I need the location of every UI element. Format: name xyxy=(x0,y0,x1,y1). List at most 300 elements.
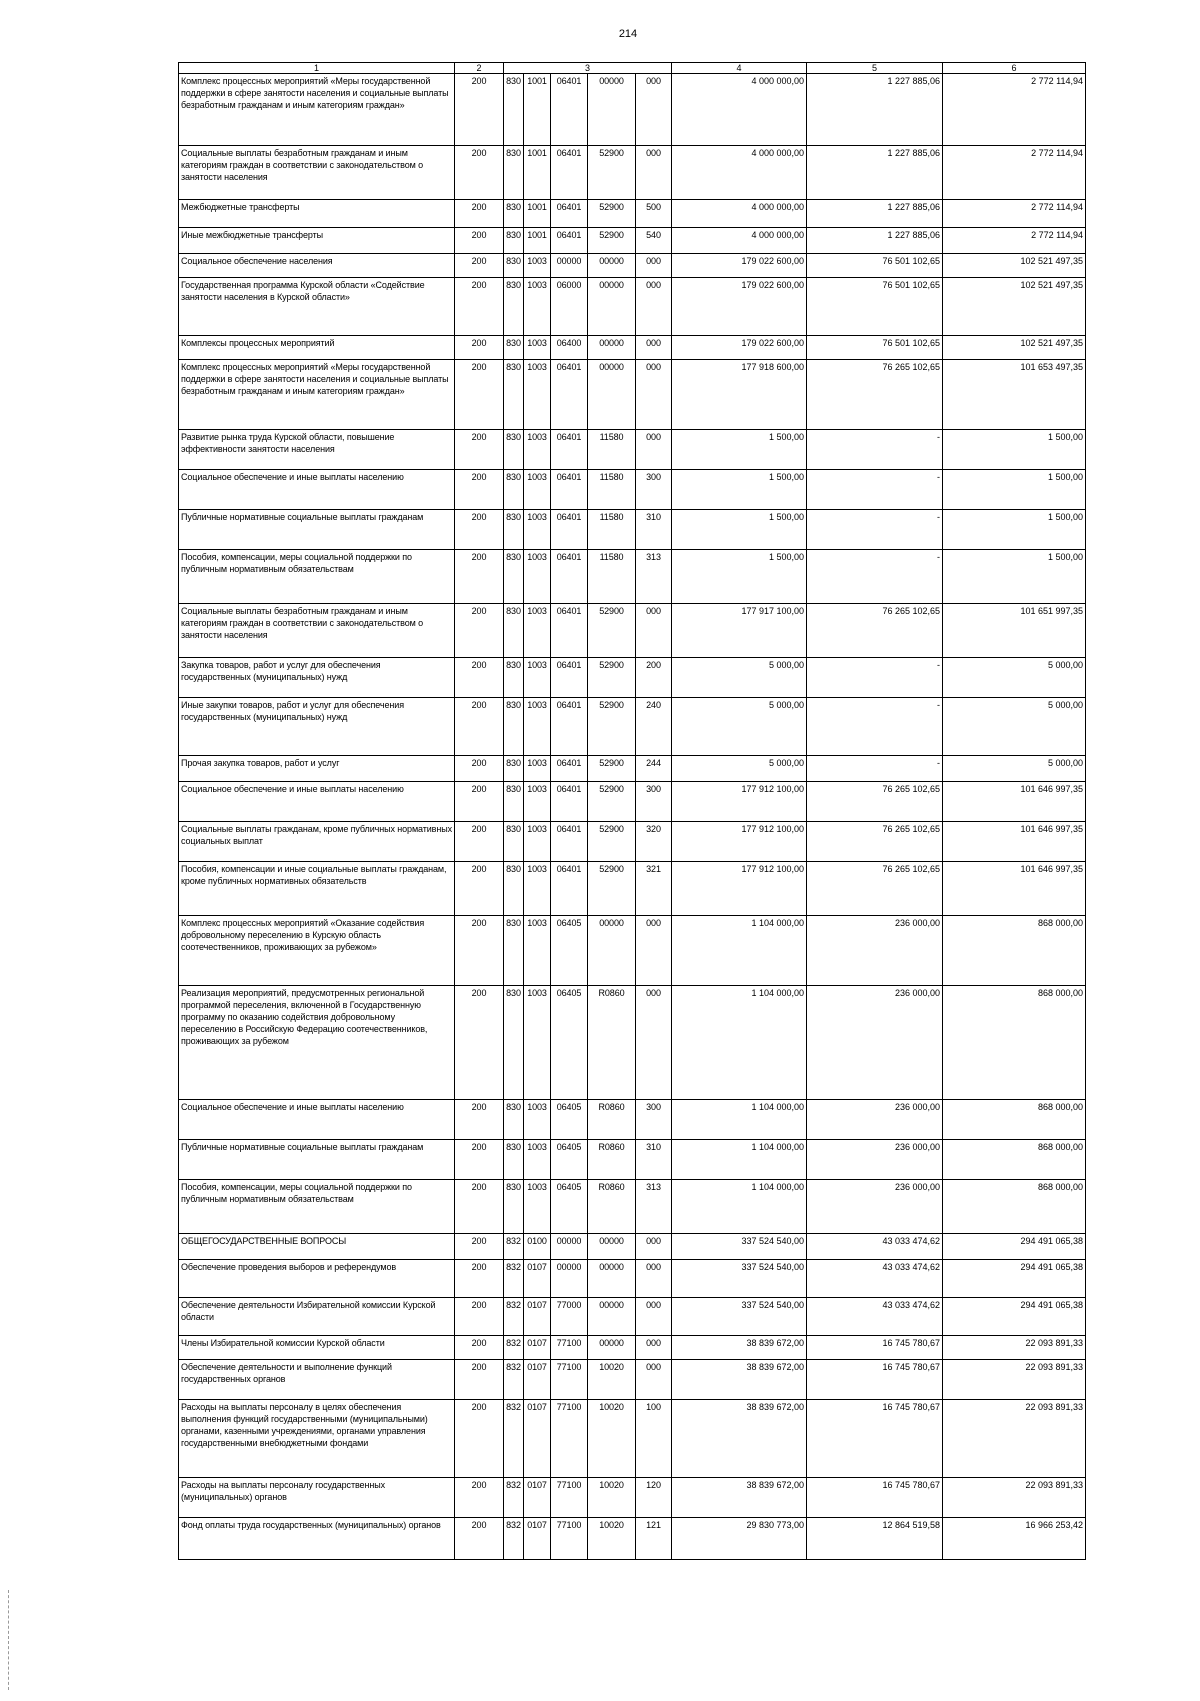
row-col5: - xyxy=(807,430,943,470)
row-col6: 5 000,00 xyxy=(943,756,1086,782)
row-code-2: 1003 xyxy=(524,336,551,360)
row-col2: 200 xyxy=(455,200,504,228)
header-col-5: 5 xyxy=(807,63,943,74)
row-code-1: 830 xyxy=(504,470,524,510)
row-code-1: 830 xyxy=(504,200,524,228)
row-code-4: 52900 xyxy=(588,698,636,756)
row-code-4: 11580 xyxy=(588,470,636,510)
row-name: Прочая закупка товаров, работ и услуг xyxy=(179,756,455,782)
row-col2: 200 xyxy=(455,1336,504,1360)
row-name: Обеспечение деятельности Избирательной комиссии Курской области xyxy=(179,1298,455,1336)
table-row xyxy=(179,604,1086,658)
row-code-5: 313 xyxy=(636,550,672,604)
table-row xyxy=(179,1140,1086,1180)
row-col2: 200 xyxy=(455,1298,504,1336)
row-col6: 294 491 065,38 xyxy=(943,1234,1086,1260)
row-col2: 200 xyxy=(455,1260,504,1298)
row-code-2: 1003 xyxy=(524,756,551,782)
row-code-1: 830 xyxy=(504,1180,524,1234)
row-code-3: 77100 xyxy=(551,1478,588,1518)
row-col2: 200 xyxy=(455,550,504,604)
row-col5: 236 000,00 xyxy=(807,916,943,986)
row-col6: 2 772 114,94 xyxy=(943,146,1086,200)
row-col4: 1 500,00 xyxy=(672,430,807,470)
row-code-3: 06401 xyxy=(551,146,588,200)
row-code-1: 832 xyxy=(504,1400,524,1478)
table-row xyxy=(179,336,1086,360)
row-code-2: 1003 xyxy=(524,1180,551,1234)
row-col4: 179 022 600,00 xyxy=(672,278,807,336)
row-code-2: 1003 xyxy=(524,510,551,550)
row-code-1: 830 xyxy=(504,146,524,200)
row-code-4: 52900 xyxy=(588,822,636,862)
row-code-3: 06401 xyxy=(551,200,588,228)
row-col5: 236 000,00 xyxy=(807,1180,943,1234)
row-col2: 200 xyxy=(455,1234,504,1260)
row-code-1: 830 xyxy=(504,986,524,1100)
row-code-4: 00000 xyxy=(588,1298,636,1336)
row-code-2: 1003 xyxy=(524,604,551,658)
row-code-3: 77100 xyxy=(551,1518,588,1560)
row-col2: 200 xyxy=(455,1478,504,1518)
row-col4: 1 104 000,00 xyxy=(672,1100,807,1140)
row-col5: 76 265 102,65 xyxy=(807,604,943,658)
row-code-2: 1003 xyxy=(524,254,551,278)
row-code-5: 310 xyxy=(636,1140,672,1180)
row-code-2: 1003 xyxy=(524,916,551,986)
table-header-row xyxy=(179,63,1086,74)
table-row xyxy=(179,862,1086,916)
row-col4: 5 000,00 xyxy=(672,658,807,698)
table-row xyxy=(179,470,1086,510)
row-code-5: 300 xyxy=(636,470,672,510)
row-code-2: 0107 xyxy=(524,1298,551,1336)
row-col4: 5 000,00 xyxy=(672,698,807,756)
row-code-5: 200 xyxy=(636,658,672,698)
row-code-3: 06401 xyxy=(551,550,588,604)
row-code-5: 000 xyxy=(636,430,672,470)
row-code-1: 832 xyxy=(504,1518,524,1560)
row-code-1: 830 xyxy=(504,228,524,254)
row-name: Реализация мероприятий, предусмотренных региональной программой переселения, включенной в Государственную программу по оказанию содействия добровольному переселению в Российскую Федерацию соотечественников, проживающих за рубежом xyxy=(179,986,455,1100)
row-code-5: 100 xyxy=(636,1400,672,1478)
row-col5: 76 501 102,65 xyxy=(807,254,943,278)
row-col5: 16 745 780,67 xyxy=(807,1336,943,1360)
table-row xyxy=(179,756,1086,782)
table-row xyxy=(179,510,1086,550)
header-col-1: 1 xyxy=(179,63,455,74)
row-col6: 294 491 065,38 xyxy=(943,1260,1086,1298)
row-col2: 200 xyxy=(455,510,504,550)
row-code-1: 830 xyxy=(504,698,524,756)
row-col4: 38 839 672,00 xyxy=(672,1360,807,1400)
row-code-4: 52900 xyxy=(588,200,636,228)
row-name: Фонд оплаты труда государственных (муниципальных) органов xyxy=(179,1518,455,1560)
row-name: Публичные нормативные социальные выплаты гражданам xyxy=(179,510,455,550)
row-code-4: 10020 xyxy=(588,1360,636,1400)
row-code-3: 06400 xyxy=(551,336,588,360)
row-code-4: R0860 xyxy=(588,1100,636,1140)
row-col5: - xyxy=(807,698,943,756)
row-col2: 200 xyxy=(455,1140,504,1180)
table-row xyxy=(179,1400,1086,1478)
row-code-5: 300 xyxy=(636,1100,672,1140)
row-col2: 200 xyxy=(455,228,504,254)
row-col4: 177 917 100,00 xyxy=(672,604,807,658)
row-col6: 22 093 891,33 xyxy=(943,1400,1086,1478)
row-col4: 1 104 000,00 xyxy=(672,1140,807,1180)
row-code-2: 0107 xyxy=(524,1260,551,1298)
row-code-1: 830 xyxy=(504,822,524,862)
row-col2: 200 xyxy=(455,698,504,756)
row-col6: 102 521 497,35 xyxy=(943,336,1086,360)
row-col6: 16 966 253,42 xyxy=(943,1518,1086,1560)
row-col5: 43 033 474,62 xyxy=(807,1260,943,1298)
row-col5: 1 227 885,06 xyxy=(807,200,943,228)
row-col6: 2 772 114,94 xyxy=(943,228,1086,254)
row-code-4: 00000 xyxy=(588,278,636,336)
row-code-3: 06401 xyxy=(551,430,588,470)
row-name: Пособия, компенсации и иные социальные выплаты гражданам, кроме публичных нормативных обязательств xyxy=(179,862,455,916)
row-col2: 200 xyxy=(455,756,504,782)
row-col4: 4 000 000,00 xyxy=(672,146,807,200)
row-code-3: 06401 xyxy=(551,658,588,698)
row-code-4: 52900 xyxy=(588,228,636,254)
row-col5: 16 745 780,67 xyxy=(807,1478,943,1518)
row-col5: 76 501 102,65 xyxy=(807,336,943,360)
row-code-3: 77100 xyxy=(551,1336,588,1360)
row-code-4: 11580 xyxy=(588,550,636,604)
row-col4: 1 104 000,00 xyxy=(672,986,807,1100)
row-col4: 38 839 672,00 xyxy=(672,1478,807,1518)
row-col2: 200 xyxy=(455,146,504,200)
row-col2: 200 xyxy=(455,782,504,822)
row-code-3: 00000 xyxy=(551,1260,588,1298)
row-col6: 868 000,00 xyxy=(943,916,1086,986)
row-name: Иные межбюджетные трансферты xyxy=(179,228,455,254)
row-name: Социальное обеспечение и иные выплаты населению xyxy=(179,1100,455,1140)
table-row xyxy=(179,698,1086,756)
row-code-2: 1003 xyxy=(524,822,551,862)
row-code-4: R0860 xyxy=(588,1180,636,1234)
table-row xyxy=(179,1180,1086,1234)
row-col4: 177 912 100,00 xyxy=(672,822,807,862)
row-col2: 200 xyxy=(455,1400,504,1478)
row-code-5: 300 xyxy=(636,782,672,822)
row-code-5: 000 xyxy=(636,1260,672,1298)
row-code-5: 120 xyxy=(636,1478,672,1518)
row-code-5: 310 xyxy=(636,510,672,550)
row-code-4: 00000 xyxy=(588,1234,636,1260)
row-col2: 200 xyxy=(455,254,504,278)
row-col4: 177 918 600,00 xyxy=(672,360,807,430)
row-code-2: 1003 xyxy=(524,658,551,698)
row-col6: 868 000,00 xyxy=(943,986,1086,1100)
row-name: Пособия, компенсации, меры социальной поддержки по публичным нормативным обязательствам xyxy=(179,550,455,604)
row-code-2: 1001 xyxy=(524,146,551,200)
row-name: Комплексы процессных мероприятий xyxy=(179,336,455,360)
row-col6: 1 500,00 xyxy=(943,510,1086,550)
row-code-4: 52900 xyxy=(588,782,636,822)
row-col5: - xyxy=(807,756,943,782)
row-code-1: 830 xyxy=(504,1100,524,1140)
row-col2: 200 xyxy=(455,658,504,698)
row-col2: 200 xyxy=(455,430,504,470)
row-code-2: 1001 xyxy=(524,74,551,146)
row-col4: 4 000 000,00 xyxy=(672,200,807,228)
row-code-2: 1003 xyxy=(524,862,551,916)
row-col2: 200 xyxy=(455,862,504,916)
row-col6: 101 651 997,35 xyxy=(943,604,1086,658)
row-code-5: 000 xyxy=(636,360,672,430)
table-row xyxy=(179,782,1086,822)
row-col5: 16 745 780,67 xyxy=(807,1360,943,1400)
row-code-2: 1003 xyxy=(524,550,551,604)
row-code-5: 240 xyxy=(636,698,672,756)
row-code-1: 830 xyxy=(504,1140,524,1180)
row-code-1: 830 xyxy=(504,430,524,470)
row-code-3: 06401 xyxy=(551,698,588,756)
row-name: Публичные нормативные социальные выплаты гражданам xyxy=(179,1140,455,1180)
row-code-5: 000 xyxy=(636,146,672,200)
row-code-4: R0860 xyxy=(588,1140,636,1180)
row-code-2: 0100 xyxy=(524,1234,551,1260)
row-col6: 868 000,00 xyxy=(943,1100,1086,1140)
row-name: Члены Избирательной комиссии Курской области xyxy=(179,1336,455,1360)
row-code-4: 11580 xyxy=(588,510,636,550)
row-code-5: 320 xyxy=(636,822,672,862)
row-col5: - xyxy=(807,550,943,604)
row-name: Обеспечение деятельности и выполнение функций государственных органов xyxy=(179,1360,455,1400)
row-col5: 76 501 102,65 xyxy=(807,278,943,336)
row-col2: 200 xyxy=(455,470,504,510)
row-code-2: 0107 xyxy=(524,1360,551,1400)
row-code-5: 000 xyxy=(636,1298,672,1336)
row-name: ОБЩЕГОСУДАРСТВЕННЫЕ ВОПРОСЫ xyxy=(179,1234,455,1260)
row-col2: 200 xyxy=(455,986,504,1100)
row-col5: - xyxy=(807,658,943,698)
row-name: Социальные выплаты гражданам, кроме публичных нормативных социальных выплат xyxy=(179,822,455,862)
row-col5: 1 227 885,06 xyxy=(807,146,943,200)
row-name: Комплекс процессных мероприятий «Оказание содействия добровольному переселению в Курскую область соотечественников, проживающих за рубежом» xyxy=(179,916,455,986)
row-code-2: 1003 xyxy=(524,1100,551,1140)
row-code-5: 000 xyxy=(636,1360,672,1400)
table-row xyxy=(179,360,1086,430)
row-code-1: 830 xyxy=(504,254,524,278)
row-col5: 236 000,00 xyxy=(807,1140,943,1180)
row-code-4: 52900 xyxy=(588,146,636,200)
row-name: Обеспечение проведения выборов и референдумов xyxy=(179,1260,455,1298)
row-col2: 200 xyxy=(455,360,504,430)
page-number: 214 xyxy=(618,28,638,40)
row-col5: 1 227 885,06 xyxy=(807,228,943,254)
table-row xyxy=(179,1100,1086,1140)
row-col6: 101 646 997,35 xyxy=(943,862,1086,916)
row-code-1: 830 xyxy=(504,916,524,986)
row-code-2: 1003 xyxy=(524,782,551,822)
row-col4: 177 912 100,00 xyxy=(672,782,807,822)
row-name: Социальное обеспечение и иные выплаты населению xyxy=(179,782,455,822)
row-code-3: 77000 xyxy=(551,1298,588,1336)
row-code-2: 1003 xyxy=(524,1140,551,1180)
row-name: Социальные выплаты безработным гражданам и иным категориям граждан в соответствии с законодательством о занятости населения xyxy=(179,604,455,658)
row-code-3: 00000 xyxy=(551,1234,588,1260)
row-code-1: 830 xyxy=(504,278,524,336)
row-code-2: 0107 xyxy=(524,1336,551,1360)
row-code-4: 00000 xyxy=(588,254,636,278)
row-code-2: 1001 xyxy=(524,200,551,228)
table-row xyxy=(179,430,1086,470)
row-code-2: 1003 xyxy=(524,986,551,1100)
row-col6: 101 646 997,35 xyxy=(943,822,1086,862)
row-code-1: 830 xyxy=(504,782,524,822)
row-col6: 102 521 497,35 xyxy=(943,278,1086,336)
row-col4: 5 000,00 xyxy=(672,756,807,782)
row-col2: 200 xyxy=(455,604,504,658)
row-code-4: 00000 xyxy=(588,1336,636,1360)
row-code-1: 832 xyxy=(504,1298,524,1336)
row-code-2: 1003 xyxy=(524,698,551,756)
header-col-2: 2 xyxy=(455,63,504,74)
row-code-4: R0860 xyxy=(588,986,636,1100)
row-code-3: 06401 xyxy=(551,510,588,550)
row-col2: 200 xyxy=(455,74,504,146)
row-code-1: 832 xyxy=(504,1260,524,1298)
row-code-5: 000 xyxy=(636,986,672,1100)
row-code-4: 00000 xyxy=(588,360,636,430)
table-row xyxy=(179,658,1086,698)
row-col4: 29 830 773,00 xyxy=(672,1518,807,1560)
row-code-3: 00000 xyxy=(551,254,588,278)
row-code-5: 000 xyxy=(636,254,672,278)
row-col5: 43 033 474,62 xyxy=(807,1298,943,1336)
row-col6: 22 093 891,33 xyxy=(943,1478,1086,1518)
row-code-1: 830 xyxy=(504,510,524,550)
row-code-5: 000 xyxy=(636,916,672,986)
row-code-1: 832 xyxy=(504,1234,524,1260)
row-code-3: 06401 xyxy=(551,604,588,658)
row-code-3: 06405 xyxy=(551,986,588,1100)
header-col-6: 6 xyxy=(943,63,1086,74)
table-row xyxy=(179,1336,1086,1360)
row-code-5: 500 xyxy=(636,200,672,228)
row-col5: 43 033 474,62 xyxy=(807,1234,943,1260)
row-code-5: 000 xyxy=(636,604,672,658)
row-code-3: 06405 xyxy=(551,1100,588,1140)
row-col2: 200 xyxy=(455,916,504,986)
row-col5: - xyxy=(807,470,943,510)
table-row xyxy=(179,916,1086,986)
table-row xyxy=(179,74,1086,146)
row-code-2: 1003 xyxy=(524,360,551,430)
table-row xyxy=(179,986,1086,1100)
row-col4: 337 524 540,00 xyxy=(672,1260,807,1298)
row-col5: 76 265 102,65 xyxy=(807,862,943,916)
row-name: Закупка товаров, работ и услуг для обеспечения государственных (муниципальных) нужд xyxy=(179,658,455,698)
row-code-4: 00000 xyxy=(588,916,636,986)
row-col6: 1 500,00 xyxy=(943,430,1086,470)
scan-edge-mark xyxy=(8,1590,9,1690)
row-col6: 1 500,00 xyxy=(943,550,1086,604)
table-row xyxy=(179,1518,1086,1560)
row-col4: 179 022 600,00 xyxy=(672,254,807,278)
row-code-2: 1003 xyxy=(524,278,551,336)
table-row xyxy=(179,1360,1086,1400)
row-code-4: 00000 xyxy=(588,336,636,360)
row-col2: 200 xyxy=(455,1518,504,1560)
row-col5: 1 227 885,06 xyxy=(807,74,943,146)
row-code-3: 06401 xyxy=(551,228,588,254)
row-col5: 76 265 102,65 xyxy=(807,822,943,862)
row-col6: 102 521 497,35 xyxy=(943,254,1086,278)
table-row xyxy=(179,254,1086,278)
row-col2: 200 xyxy=(455,822,504,862)
row-col5: - xyxy=(807,510,943,550)
row-col6: 5 000,00 xyxy=(943,658,1086,698)
row-col5: 12 864 519,58 xyxy=(807,1518,943,1560)
row-col4: 337 524 540,00 xyxy=(672,1298,807,1336)
row-code-4: 00000 xyxy=(588,1260,636,1298)
row-name: Межбюджетные трансферты xyxy=(179,200,455,228)
row-code-5: 321 xyxy=(636,862,672,916)
row-code-3: 06401 xyxy=(551,862,588,916)
row-code-4: 52900 xyxy=(588,658,636,698)
row-name: Пособия, компенсации, меры социальной поддержки по публичным нормативным обязательствам xyxy=(179,1180,455,1234)
row-name: Государственная программа Курской области «Содействие занятости населения в Курской области» xyxy=(179,278,455,336)
row-code-4: 00000 xyxy=(588,74,636,146)
row-code-1: 832 xyxy=(504,1360,524,1400)
row-col6: 2 772 114,94 xyxy=(943,74,1086,146)
row-name: Социальные выплаты безработным гражданам и иным категориям граждан в соответствии с законодательством о занятости населения xyxy=(179,146,455,200)
header-col-3: 3 xyxy=(504,63,672,74)
row-code-4: 10020 xyxy=(588,1478,636,1518)
row-col4: 4 000 000,00 xyxy=(672,74,807,146)
row-col2: 200 xyxy=(455,1100,504,1140)
row-col6: 101 646 997,35 xyxy=(943,782,1086,822)
row-code-3: 06401 xyxy=(551,822,588,862)
row-col6: 1 500,00 xyxy=(943,470,1086,510)
row-code-1: 832 xyxy=(504,1478,524,1518)
row-col2: 200 xyxy=(455,336,504,360)
row-col4: 1 500,00 xyxy=(672,510,807,550)
table-row xyxy=(179,550,1086,604)
row-code-3: 06000 xyxy=(551,278,588,336)
row-code-3: 77100 xyxy=(551,1400,588,1478)
row-code-1: 830 xyxy=(504,550,524,604)
row-code-5: 244 xyxy=(636,756,672,782)
row-code-1: 830 xyxy=(504,360,524,430)
table-row xyxy=(179,1260,1086,1298)
row-code-5: 540 xyxy=(636,228,672,254)
row-col5: 236 000,00 xyxy=(807,1100,943,1140)
row-code-1: 830 xyxy=(504,604,524,658)
row-col6: 22 093 891,33 xyxy=(943,1360,1086,1400)
row-col4: 177 912 100,00 xyxy=(672,862,807,916)
row-name: Расходы на выплаты персоналу государственных (муниципальных) органов xyxy=(179,1478,455,1518)
row-name: Комплекс процессных мероприятий «Меры государственной поддержки в сфере занятости населения и социальные выплаты безработным гражданам и иным категориям граждан» xyxy=(179,360,455,430)
table-row xyxy=(179,200,1086,228)
row-code-5: 000 xyxy=(636,278,672,336)
row-code-1: 830 xyxy=(504,756,524,782)
row-code-1: 830 xyxy=(504,74,524,146)
row-code-3: 77100 xyxy=(551,1360,588,1400)
row-code-1: 830 xyxy=(504,862,524,916)
row-col6: 2 772 114,94 xyxy=(943,200,1086,228)
table-row xyxy=(179,1234,1086,1260)
row-col4: 1 500,00 xyxy=(672,550,807,604)
row-code-1: 832 xyxy=(504,1336,524,1360)
row-code-1: 830 xyxy=(504,336,524,360)
